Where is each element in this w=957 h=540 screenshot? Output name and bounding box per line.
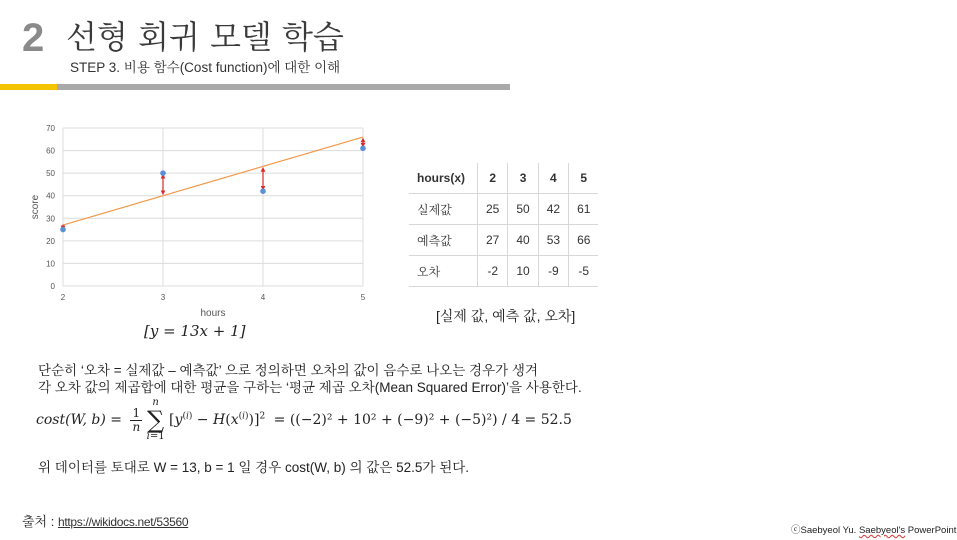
data-table	[409, 163, 598, 287]
table-row	[409, 225, 598, 256]
title-divider-bar	[57, 84, 510, 90]
table-cell: 10	[508, 256, 538, 287]
source-label: 출처 :	[22, 514, 58, 529]
table-row-label: 예측값	[409, 225, 478, 256]
table-header-cell: 2	[478, 163, 508, 194]
x-tick-label: 3	[160, 293, 166, 302]
y-tick-label: 60	[46, 146, 55, 156]
table-cell: 50	[508, 194, 538, 225]
x-tick-label: 5	[360, 293, 366, 302]
table-cell: -9	[538, 256, 568, 287]
formula-lhs: cost(W, b) =	[36, 412, 122, 428]
y-tick-label: 30	[46, 214, 55, 224]
table-caption: [실제 값, 예측 값, 오차]	[436, 308, 576, 324]
y-tick-label: 70	[46, 124, 55, 133]
title-accent-bar	[0, 84, 57, 90]
actual-point	[60, 227, 66, 233]
table-row-label: 오차	[409, 256, 478, 287]
table-header-label: hours(x)	[409, 163, 478, 194]
y-tick-label: 20	[46, 236, 55, 246]
actual-point	[260, 188, 266, 194]
x-axis-label: hours	[200, 308, 226, 318]
body-text-line-1: 단순히 ‘오차 = 실제값 – 예측값’ 으로 정의하면 오차의 값이 음수로 나오는 경우가 생겨	[38, 363, 539, 378]
slide-number: 2	[22, 16, 45, 60]
slide-subtitle: STEP 3. 비용 함수(Cost function)에 대한 이해	[70, 60, 341, 75]
y-tick-label: 40	[46, 191, 55, 201]
y-tick-label: 10	[46, 259, 55, 269]
scatter-chart	[20, 118, 390, 318]
table-cell: 27	[478, 225, 508, 256]
table-cell: -2	[478, 256, 508, 287]
table-row-label: 실제값	[409, 194, 478, 225]
formula-rhs: = ((−2)² + 10² + (−9)² + (−5)²) / 4 = 52.5	[273, 412, 572, 428]
table-cell: 40	[508, 225, 538, 256]
body-text-line-2: 각 오차 값의 제곱합에 대한 평균을 구하는 ‘평균 제곱 오차(Mean Squared Error)’을 사용한다.	[38, 380, 582, 395]
chart-caption: [y = 13x + 1]	[144, 322, 246, 340]
actual-point	[160, 170, 166, 176]
table-header-cell: 4	[538, 163, 568, 194]
copyright-brand: Saebyeol's	[858, 525, 906, 536]
actual-point	[360, 146, 366, 152]
table-header-cell: 5	[569, 163, 599, 194]
table-header-row	[409, 163, 598, 194]
cost-formula	[36, 398, 572, 442]
y-tick-label: 50	[46, 169, 55, 179]
table-row	[409, 194, 598, 225]
copyright-notice	[791, 522, 956, 536]
x-tick-label: 2	[60, 293, 66, 302]
table-cell: 53	[538, 225, 568, 256]
table-cell: -5	[569, 256, 599, 287]
table-cell: 61	[569, 194, 599, 225]
table-cell: 25	[478, 194, 508, 225]
copyright-prefix: ⓒSaebyeol Yu.	[791, 525, 859, 536]
table-cell: 42	[538, 194, 568, 225]
conclusion-text: 위 데이터를 토대로 W = 13, b = 1 일 경우 cost(W, b) 의 값은 52.5가 된다.	[38, 460, 470, 475]
source-citation	[22, 511, 188, 530]
y-tick-label: 0	[50, 282, 55, 291]
copyright-suffix: PowerPoint	[905, 525, 957, 536]
slide-title: 선형 회귀 모델 학습	[66, 18, 344, 56]
x-tick-label: 4	[260, 293, 266, 302]
y-axis-label: score	[30, 194, 41, 220]
table-header-cell: 3	[508, 163, 538, 194]
formula-sum-expression: 1 n n ∑ i=1 $[y^{(i)} - H(x^{(i)})]^2$	[132, 397, 266, 442]
source-link[interactable]: https://wikidocs.net/53560	[57, 515, 189, 529]
table-row	[409, 256, 598, 287]
table-cell: 66	[569, 225, 599, 256]
